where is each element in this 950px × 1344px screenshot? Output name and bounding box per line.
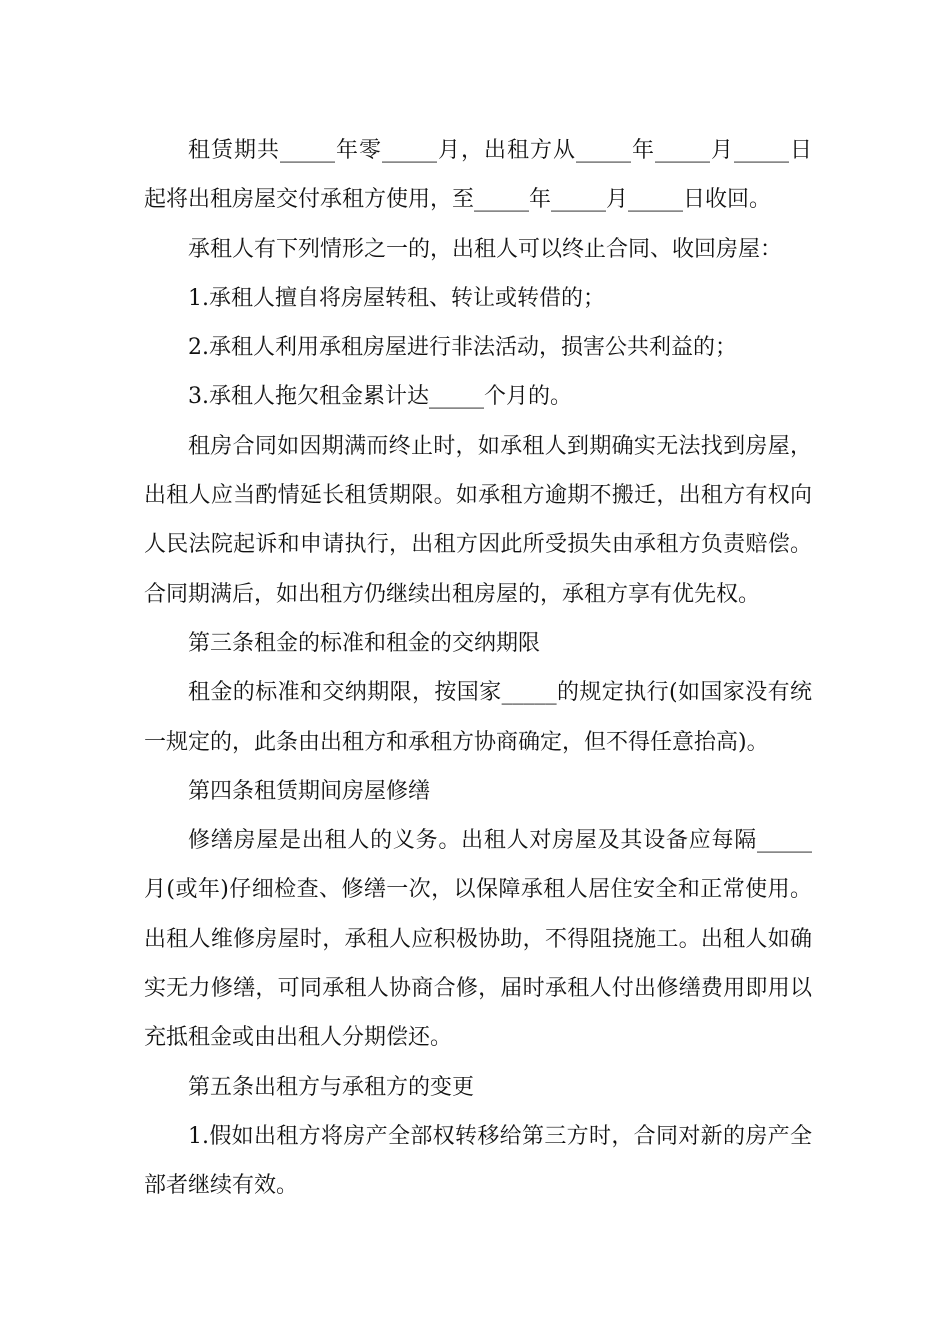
termination-condition-3: 3.承租人拖欠租金累计达_____个月的。 [188,384,572,410]
article-3-heading: 第三条租金的标准和租金的交纳期限 [188,630,541,656]
expiry-paragraph: 租房合同如因期满而终止时，如承租人到期确实无法找到房屋，出租人应当酌情延长租赁期限。如承租方逾期不搬迁，出租方有权向人民法院起诉和申请执行，出租方因此所受损失由承租方负责赔偿。合同期满后，如出租方仍继续出租房屋的，承租方享有优先权。 [144,433,812,607]
termination-condition-2: 2.承租人利用承租房屋进行非法活动，损害公共利益的； [188,335,737,361]
rent-standard-paragraph: 租金的标准和交纳期限，按国家_____的规定执行(如国家没有统一规定的，此条由出租方和承租方协商确定，但不得任意抬高)。 [144,680,812,755]
termination-conditions-intro: 承租人有下列情形之一的，出租人可以终止合同、收回房屋： [188,236,783,262]
termination-condition-1: 1.承租人擅自将房屋转租、转让或转借的； [188,285,605,311]
document-body [144,126,812,1211]
article-4-heading: 第四条租赁期间房屋修缮 [188,778,431,804]
lease-term-paragraph: 租赁期共_____年零_____月，出租方从_____年_____月_____日起将出租房屋交付承租方使用，至_____年_____月_____日收回。 [144,138,812,213]
ownership-transfer-paragraph: 1.假如出租方将房产全部权转移给第三方时，合同对新的房产全部者继续有效。 [144,1123,812,1199]
article-5-heading: 第五条出租方与承租方的变更 [188,1074,475,1100]
repair-paragraph: 修缮房屋是出租人的义务。出租人对房屋及其设备应每隔_____月(或年)仔细检查、修缮一次，以保障承租人居住安全和正常使用。出租人维修房屋时，承租人应积极协助，不得阻挠施工。出租人如确实无力修缮，可同承租人协商合修，届时承租人付出修缮费用即用以充抵租金或由出租人分期偿还。 [144,828,812,1051]
